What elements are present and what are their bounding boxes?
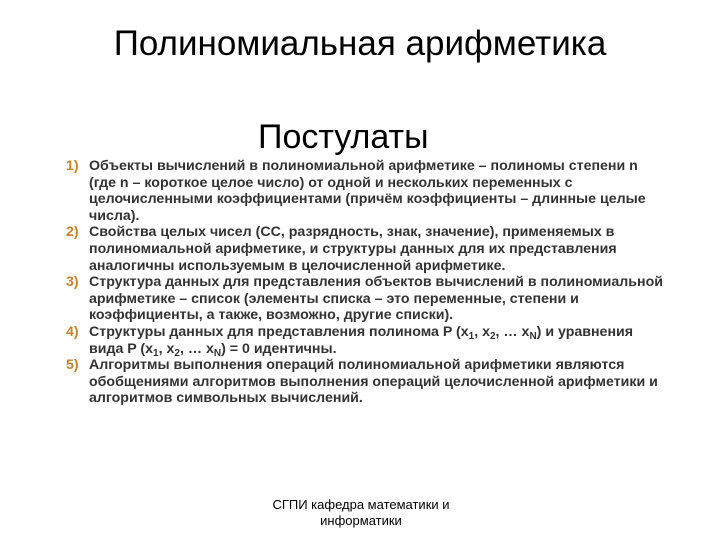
postulates-list xyxy=(66,158,666,407)
slide-title: Полиномиальная арифметика xyxy=(113,24,607,63)
postulate-item xyxy=(66,158,666,224)
postulate-item xyxy=(66,274,666,324)
postulate-number: 2) xyxy=(66,224,79,241)
postulate-text: Структуры данных для представления полинома P ($x_1$, $x_2$, … $x_N$) и уравнения вида P ($x_1$, $x_2$, … $x_N) = 0$ идентичны. xyxy=(89,323,634,359)
postulate-number: 3) xyxy=(66,274,79,291)
postulate-item xyxy=(66,357,666,407)
postulate-item xyxy=(66,224,666,274)
postulate-item xyxy=(66,324,666,357)
postulate-number: 5) xyxy=(66,357,79,374)
postulate-number: 1) xyxy=(66,158,79,174)
slide-footer xyxy=(256,497,466,529)
postulate-text: Объекты вычислений в полиномиальной арифметике – полиномы степени n (где n – короткое целое число) от одной и нескольких переменных с целочисленными коэффициентами (причём коэффициенты – длинные целые числа). xyxy=(89,158,646,224)
postulate-number: 4) xyxy=(66,323,79,340)
postulate-text: Алгоритмы выполнения операций полиномиальной арифметики являются обобщениями алгоритмов выполнения операций целочисленной арифметики и алгоритмов символьных вычислений. xyxy=(89,357,658,407)
footer-line: СГПИ кафедра математики и xyxy=(272,497,450,512)
slide-subtitle: Постулаты xyxy=(258,118,429,156)
footer-line: информатики xyxy=(320,513,402,528)
postulate-text: Структура данных для представления объектов вычислений в полиномиальной арифметике – список (элементы списка – это переменные, степени и коэффициенты, а также, возможно, другие списки). xyxy=(89,274,663,324)
postulate-text: Свойства целых чисел (СС, разрядность, знак, значение), применяемых в полиномиальной арифметике, и структуры данных для их представления аналогичны используемым в целочисленной арифметике. xyxy=(89,224,617,274)
